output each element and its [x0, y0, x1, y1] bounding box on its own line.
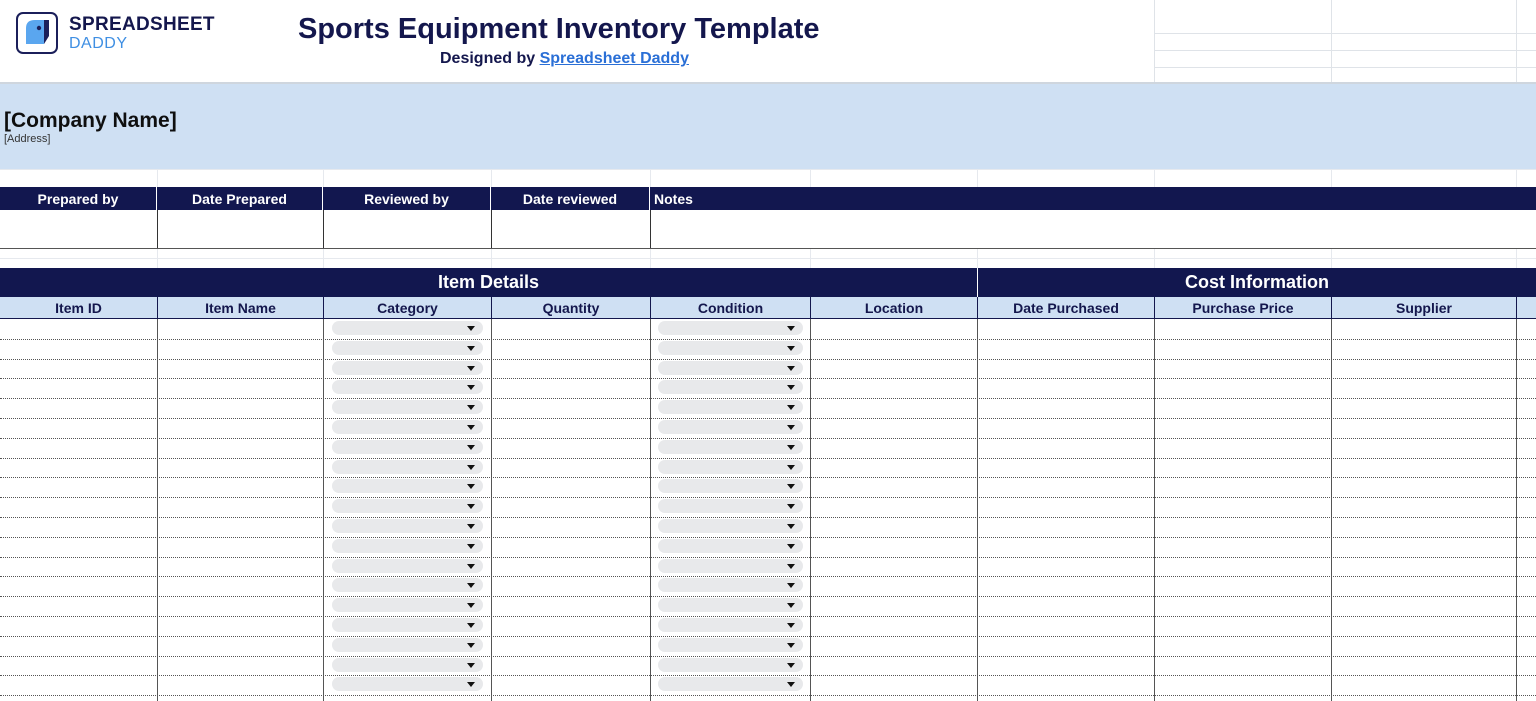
col-header-extra[interactable] [1517, 297, 1536, 319]
col-header-item-name[interactable]: Item Name [158, 297, 324, 319]
table-row-border [0, 537, 1536, 538]
category-dropdown[interactable] [332, 519, 483, 533]
condition-dropdown[interactable] [658, 519, 803, 533]
header-notes: Notes [650, 187, 1536, 210]
condition-dropdown[interactable] [658, 638, 803, 652]
group-header-item-details: Item Details [0, 268, 977, 297]
table-row-border [0, 477, 1536, 478]
table-row-border [0, 418, 1536, 419]
table-row-border [0, 616, 1536, 617]
condition-dropdown[interactable] [658, 341, 803, 355]
dropdown-arrow-icon [787, 346, 795, 351]
header-reviewed-by: Reviewed by [323, 187, 491, 210]
column-border [1331, 319, 1332, 701]
brand-name-top: SPREADSHEET [69, 14, 215, 35]
notes-cell[interactable] [651, 210, 1536, 249]
condition-dropdown[interactable] [658, 677, 803, 691]
dropdown-arrow-icon [467, 425, 475, 430]
category-dropdown[interactable] [332, 658, 483, 672]
table-row-border [0, 438, 1536, 439]
condition-dropdown[interactable] [658, 499, 803, 513]
dropdown-arrow-icon [467, 544, 475, 549]
condition-dropdown[interactable] [658, 479, 803, 493]
table-row-border [0, 656, 1536, 657]
category-dropdown[interactable] [332, 578, 483, 592]
column-border [491, 319, 492, 701]
table-row-border [0, 675, 1536, 676]
table-row-border [0, 576, 1536, 577]
dropdown-arrow-icon [787, 564, 795, 569]
col-header-location[interactable]: Location [811, 297, 978, 319]
header-date-prepared: Date Prepared [157, 187, 323, 210]
table-row-border [0, 398, 1536, 399]
company-band [0, 84, 1536, 169]
spreadsheet-daddy-logo-icon [16, 12, 58, 54]
col-header-category[interactable]: Category [324, 297, 492, 319]
table-row-border [0, 359, 1536, 360]
group-header-cost-information: Cost Information [978, 268, 1536, 297]
column-border [1154, 319, 1155, 701]
table-row-border [0, 636, 1536, 637]
column-border [977, 319, 978, 701]
category-dropdown[interactable] [332, 598, 483, 612]
dropdown-arrow-icon [787, 544, 795, 549]
company-name[interactable]: [Company Name] [4, 109, 177, 132]
company-address[interactable]: [Address] [4, 133, 51, 145]
dropdown-arrow-icon [787, 425, 795, 430]
dropdown-arrow-icon [787, 623, 795, 628]
dropdown-arrow-icon [467, 484, 475, 489]
dropdown-arrow-icon [467, 564, 475, 569]
dropdown-arrow-icon [467, 504, 475, 509]
dropdown-arrow-icon [467, 643, 475, 648]
prepared-table-bottom-border [0, 248, 1536, 249]
date-reviewed-cell[interactable] [492, 210, 651, 249]
condition-dropdown[interactable] [658, 361, 803, 375]
condition-dropdown[interactable] [658, 460, 803, 474]
category-dropdown[interactable] [332, 440, 483, 454]
dropdown-arrow-icon [467, 326, 475, 331]
table-row-border [0, 458, 1536, 459]
dropdown-arrow-icon [467, 445, 475, 450]
subtitle-prefix: Designed by [440, 50, 540, 67]
dropdown-arrow-icon [467, 366, 475, 371]
category-dropdown[interactable] [332, 618, 483, 632]
category-dropdown[interactable] [332, 559, 483, 573]
dropdown-arrow-icon [467, 346, 475, 351]
header-date-reviewed: Date reviewed [491, 187, 650, 210]
category-dropdown[interactable] [332, 539, 483, 553]
dropdown-arrow-icon [787, 385, 795, 390]
col-header-purchase-price[interactable]: Purchase Price [1155, 297, 1332, 319]
category-dropdown[interactable] [332, 499, 483, 513]
column-border [650, 319, 651, 701]
col-header-condition[interactable]: Condition [651, 297, 811, 319]
category-dropdown[interactable] [332, 341, 483, 355]
column-border [157, 319, 158, 701]
dropdown-arrow-icon [467, 465, 475, 470]
spreadsheet-daddy-link[interactable]: Spreadsheet Daddy [539, 50, 689, 67]
col-header-date-purchased[interactable]: Date Purchased [978, 297, 1155, 319]
dropdown-arrow-icon [787, 504, 795, 509]
dropdown-arrow-icon [467, 385, 475, 390]
reviewed-by-cell[interactable] [324, 210, 492, 249]
dropdown-arrow-icon [467, 405, 475, 410]
prepared-by-cell[interactable] [0, 210, 158, 249]
dropdown-arrow-icon [467, 682, 475, 687]
table-row-border [0, 378, 1536, 379]
dropdown-arrow-icon [467, 583, 475, 588]
condition-dropdown[interactable] [658, 400, 803, 414]
category-dropdown[interactable] [332, 420, 483, 434]
category-dropdown[interactable] [332, 400, 483, 414]
dropdown-arrow-icon [787, 465, 795, 470]
page-title: Sports Equipment Inventory Template [298, 13, 820, 45]
col-header-item-id[interactable]: Item ID [0, 297, 158, 319]
dropdown-arrow-icon [787, 484, 795, 489]
dropdown-arrow-icon [787, 682, 795, 687]
condition-dropdown[interactable] [658, 539, 803, 553]
dropdown-arrow-icon [467, 663, 475, 668]
dropdown-arrow-icon [787, 524, 795, 529]
dropdown-arrow-icon [787, 583, 795, 588]
condition-dropdown[interactable] [658, 380, 803, 394]
condition-dropdown[interactable] [658, 598, 803, 612]
condition-dropdown[interactable] [658, 440, 803, 454]
table-row-border [0, 339, 1536, 340]
condition-dropdown[interactable] [658, 559, 803, 573]
category-dropdown[interactable] [332, 380, 483, 394]
category-dropdown[interactable] [332, 638, 483, 652]
condition-dropdown[interactable] [658, 420, 803, 434]
column-border [810, 319, 811, 701]
dropdown-arrow-icon [787, 643, 795, 648]
column-border [1516, 319, 1517, 701]
dropdown-arrow-icon [787, 603, 795, 608]
condition-dropdown[interactable] [658, 658, 803, 672]
category-dropdown[interactable] [332, 321, 483, 335]
date-prepared-cell[interactable] [158, 210, 324, 249]
col-header-supplier[interactable]: Supplier [1332, 297, 1517, 319]
dropdown-arrow-icon [787, 326, 795, 331]
column-border [323, 319, 324, 701]
table-row-border [0, 596, 1536, 597]
category-dropdown[interactable] [332, 361, 483, 375]
subtitle [440, 50, 689, 68]
dropdown-arrow-icon [467, 524, 475, 529]
category-dropdown[interactable] [332, 677, 483, 691]
dropdown-arrow-icon [787, 366, 795, 371]
brand-name-bottom: DADDY [69, 35, 128, 52]
dropdown-arrow-icon [467, 623, 475, 628]
dropdown-arrow-icon [787, 663, 795, 668]
inventory-grid[interactable] [0, 319, 1536, 701]
condition-dropdown[interactable] [658, 618, 803, 632]
col-header-quantity[interactable]: Quantity [492, 297, 651, 319]
dropdown-arrow-icon [787, 445, 795, 450]
top-right-grid [1154, 0, 1536, 83]
table-row-border [0, 497, 1536, 498]
category-dropdown[interactable] [332, 460, 483, 474]
dropdown-arrow-icon [467, 603, 475, 608]
category-dropdown[interactable] [332, 479, 483, 493]
table-row-border [0, 557, 1536, 558]
condition-dropdown[interactable] [658, 578, 803, 592]
header-prepared-by: Prepared by [0, 187, 157, 210]
dropdown-arrow-icon [787, 405, 795, 410]
logo-face-icon [18, 14, 56, 52]
condition-dropdown[interactable] [658, 321, 803, 335]
table-row-border [0, 517, 1536, 518]
table-row-border [0, 695, 1536, 696]
